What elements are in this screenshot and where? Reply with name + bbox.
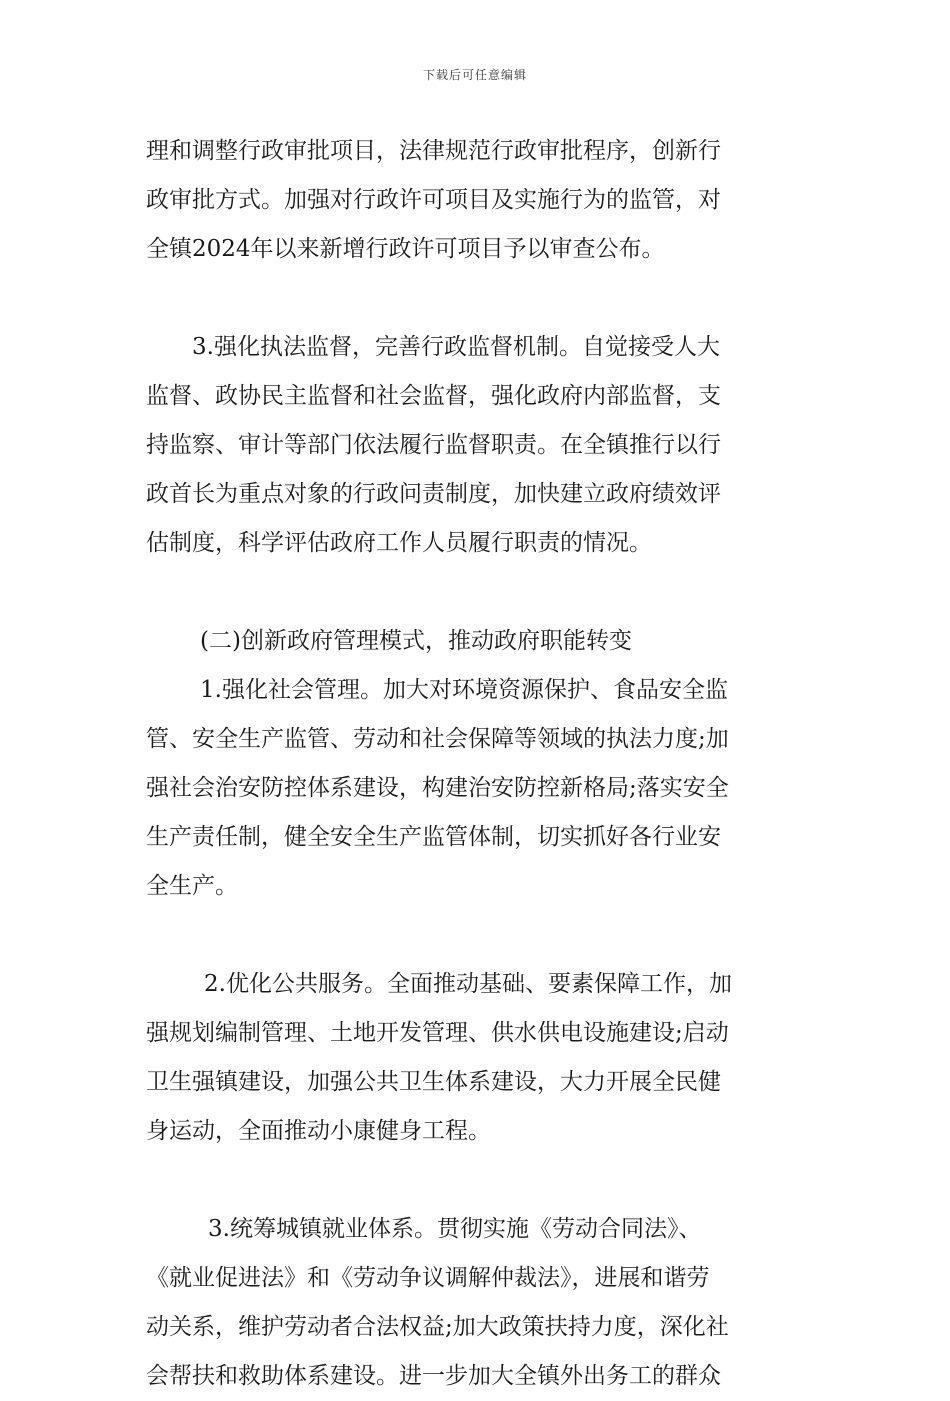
text-line: 强社会治安防控体系建设，构建治安防控新格局;落实安全 xyxy=(146,775,729,801)
paragraph-start-line: 3.统筹城镇就业体系。贯彻实施《劳动合同法》、 xyxy=(208,1216,702,1242)
text-line: 持监察、审计等部门依法履行监督职责。在全镇推行以行 xyxy=(146,432,721,458)
text-line: 理和调整行政审批项目，法律规范行政审批程序，创新行 xyxy=(146,138,721,164)
paragraph-start-line: 2.优化公共服务。全面推动基础、要素保障工作，加 xyxy=(204,971,732,997)
paragraph-start-line: 3.强化执法监督，完善行政监督机制。自觉接受人大 xyxy=(192,334,720,360)
text-line: 管、安全生产监管、劳动和社会保障等领域的执法力度;加 xyxy=(146,726,729,752)
text-line: 政首长为重点对象的行政问责制度，加快建立政府绩效评 xyxy=(146,481,721,507)
text-line: 监督、政协民主监督和社会监督，强化政府内部监督，支 xyxy=(146,383,721,409)
text-line: 政审批方式。加强对行政许可项目及实施行为的监管，对 xyxy=(146,187,721,213)
text-line: 全镇2024年以来新增行政许可项目予以审查公布。 xyxy=(146,236,665,262)
paragraph-gap xyxy=(146,911,812,960)
paragraph-gap xyxy=(146,274,812,323)
text-line: 《就业促进法》和《劳动争议调解仲裁法》，进展和谐劳 xyxy=(146,1265,710,1291)
paragraph-gap xyxy=(146,568,812,617)
text-line: 强规划编制管理、土地开发管理、供水供电设施建设;启动 xyxy=(146,1020,729,1046)
text-line: 全生产。 xyxy=(146,873,238,899)
text-line: 生产责任制，健全安全生产监管体制，切实抓好各行业安 xyxy=(146,824,721,850)
paragraph-start-line: 1.强化社会管理。加大对环境资源保护、食品安全监 xyxy=(200,677,728,703)
paragraph-gap xyxy=(146,1156,812,1205)
text-line: 身运动，全面推动小康健身工程。 xyxy=(146,1118,491,1144)
text-line: 会帮扶和救助体系建设。进一步加大全镇外出务工的群众 xyxy=(146,1363,721,1389)
text-line: 估制度，科学评估政府工作人员履行职责的情况。 xyxy=(146,530,652,556)
section-heading: (二)创新政府管理模式，推动政府职能转变 xyxy=(200,628,632,654)
page-header-caption: 下载后可任意编辑 xyxy=(422,68,527,82)
text-line: 动关系，维护劳动者合法权益;加大政策扶持力度，深化社 xyxy=(146,1314,729,1340)
document-body xyxy=(146,127,812,1401)
text-line: 卫生强镇建设，加强公共卫生体系建设，大力开展全民健 xyxy=(146,1069,721,1095)
